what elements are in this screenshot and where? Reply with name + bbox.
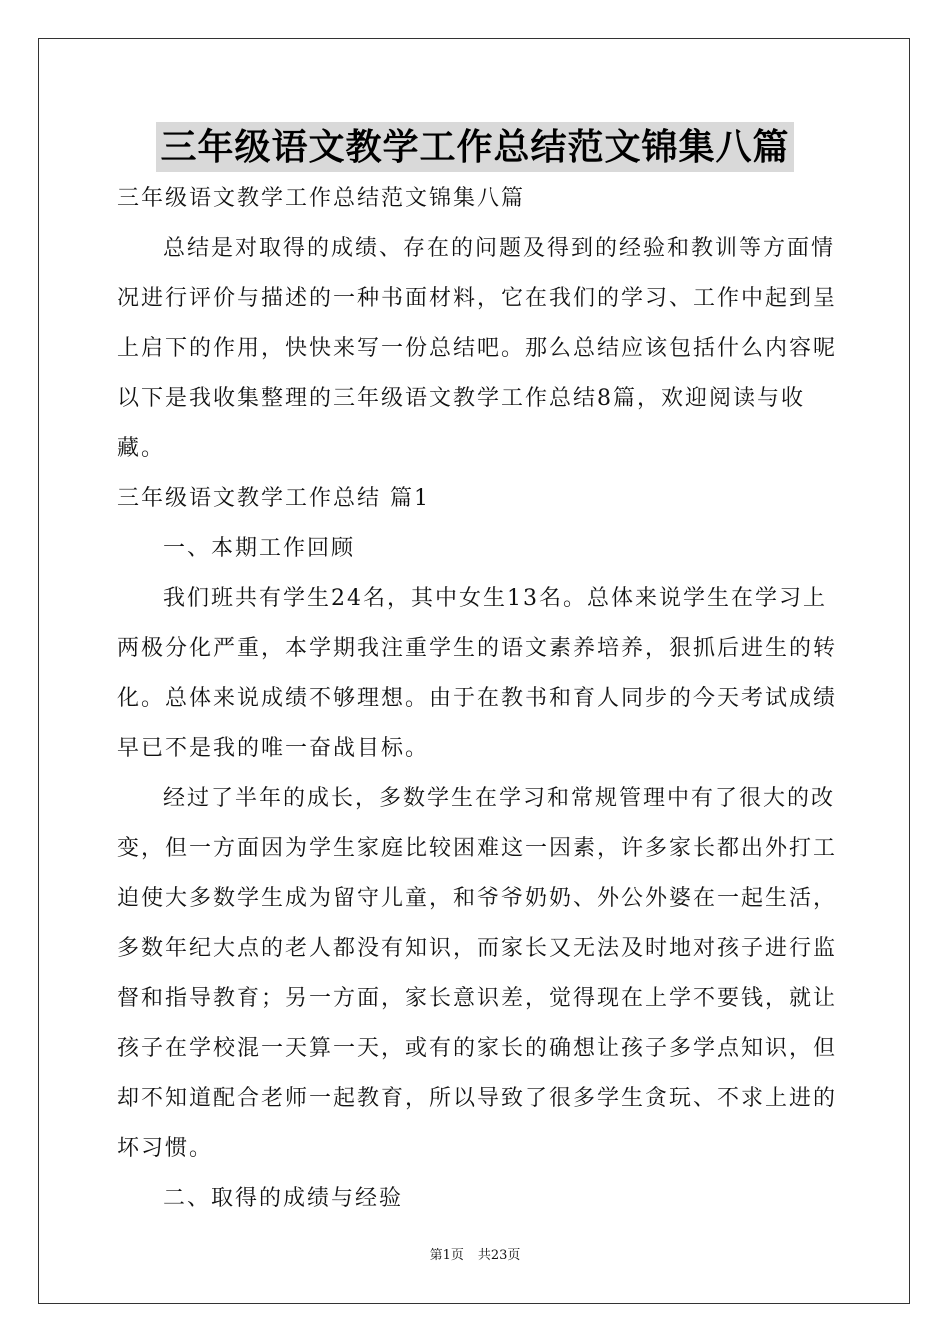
paragraph-class-overview: 我们班共有学生24名，其中女生13名。总体来说学生在学习上两极分化严重，本学期我注重学生的语文素养培养，狠抓后进生的转化。总体来说成绩不够理想。由于在教书和育人同步的今天考试成绩早已不是我的唯一奋战目标。 [117,586,838,761]
title-wrap [0,122,950,172]
heading-achievements: 二、取得的成绩与经验 [163,1186,404,1211]
page-number: 第1页 [429,1248,464,1263]
section-heading-part1: 三年级语文教学工作总结 篇1 [117,486,430,511]
document-body [117,174,839,1224]
paragraph-student-growth: 经过了半年的成长，多数学生在学习和常规管理中有了很大的改变，但一方面因为学生家庭比较困难这一因素，许多家长都出外打工迫使大多数学生成为留守儿童，和爷爷奶奶、外公外婆在一起生活，多数年纪大点的老人都没有知识，而家长又无法及时地对孩子进行监督和指导教育；另一方面，家长意识差，觉得现在上学不要钱，就让孩子在学校混一天算一天，或有的家长的确想让孩子多学点知识，但却不知道配合老师一起教育，所以导致了很多学生贪玩、不求上进的坏习惯。 [117,786,838,1161]
document-subtitle: 三年级语文教学工作总结范文锦集八篇 [117,186,526,211]
heading-work-review: 一、本期工作回顾 [163,536,356,561]
page-footer [0,1246,950,1266]
page-total: 共23页 [477,1248,521,1263]
paragraph-intro: 总结是对取得的成绩、存在的问题及得到的经验和教训等方面情况进行评价与描述的一种书面材料，它在我们的学习、工作中起到呈上启下的作用，快快来写一份总结吧。那么总结应该包括什么内容呢以下是我收集整理的三年级语文教学工作总结8篇，欢迎阅读与收藏。 [117,236,838,461]
document-title: 三年级语文教学工作总结范文锦集八篇 [156,122,793,172]
